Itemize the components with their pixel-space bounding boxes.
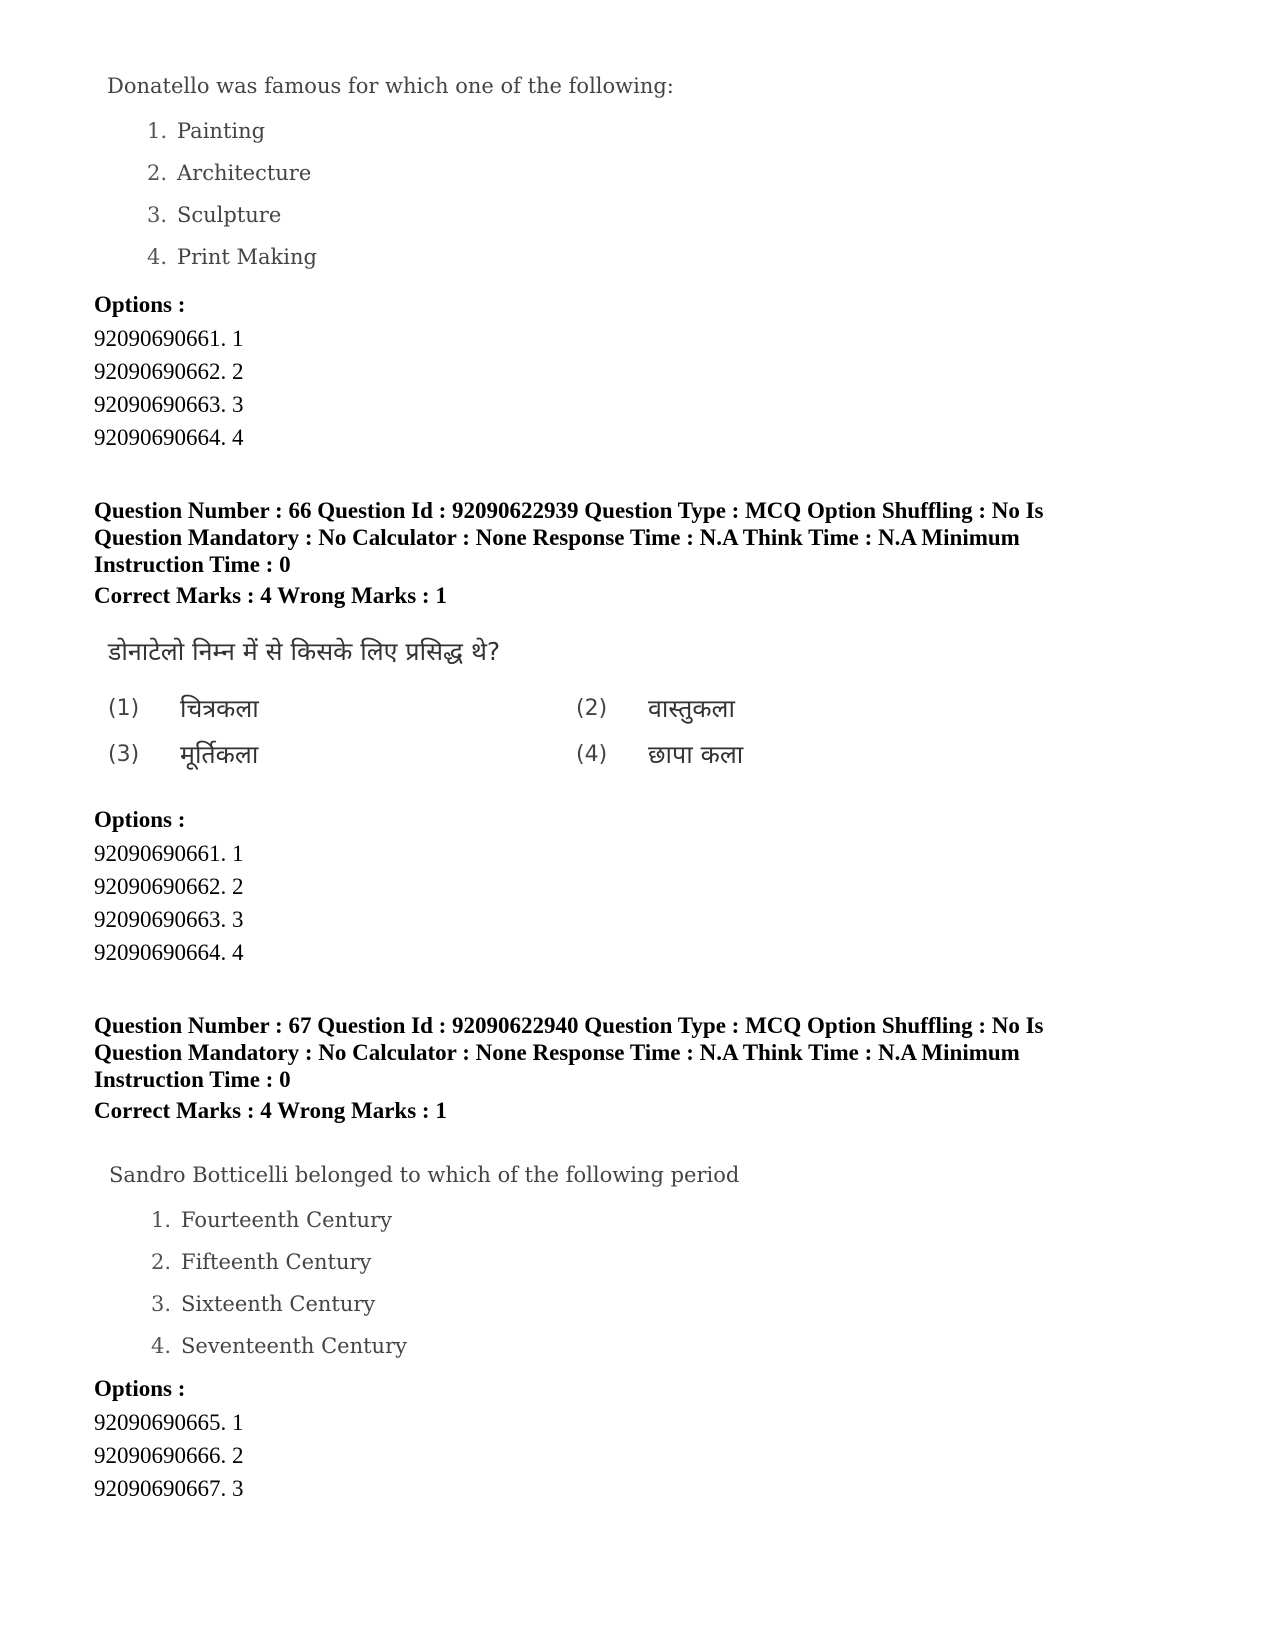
q66-choice xyxy=(576,734,876,774)
choice-text: Architecture xyxy=(177,161,312,185)
choice-text: Sculpture xyxy=(177,203,282,227)
q67-options-list xyxy=(94,1406,244,1505)
choice-text: वास्तुकला xyxy=(648,694,735,723)
q66-meta: Question Number : 66 Question Id : 92090622939 Question Type : MCQ Option Shuffling : No Is Question Mandatory : No Calculator : None Response Time : N.A Think Time : N.A Minimum Instruction Time : 0 xyxy=(94,498,1044,577)
choice-number: (2) xyxy=(576,695,608,721)
choice-text: मूर्तिकला xyxy=(180,740,259,769)
q66-question-image xyxy=(108,634,876,774)
choice-text: छापा कला xyxy=(648,740,744,769)
q67-stem: Sandro Botticelli belonged to which of the following period xyxy=(109,1163,740,1187)
q67-choice xyxy=(139,1199,739,1241)
choice-text: Fourteenth Century xyxy=(181,1208,392,1232)
choice-number: 2. xyxy=(150,1250,171,1274)
q66-choice-grid xyxy=(108,688,876,774)
choice-number: (4) xyxy=(576,741,608,767)
choice-text: Seventeenth Century xyxy=(181,1334,407,1358)
choice-number: 1. xyxy=(150,1208,171,1232)
q67-options-label: Options : xyxy=(94,1376,186,1401)
q65-choice xyxy=(135,236,674,278)
q66-choice xyxy=(108,688,576,728)
q65-options-list xyxy=(94,322,244,454)
q66-choice xyxy=(576,688,876,728)
q67-choice xyxy=(139,1241,739,1283)
q65-question-image xyxy=(107,74,674,278)
choice-number: 3. xyxy=(146,203,167,227)
q67-marks: Correct Marks : 4 Wrong Marks : 1 xyxy=(94,1098,447,1123)
q65-choice xyxy=(135,152,674,194)
choice-number: 4. xyxy=(146,245,167,269)
option-row: 92090690666. 2 xyxy=(94,1443,244,1468)
q66-choice xyxy=(108,734,576,774)
choice-text: Sixteenth Century xyxy=(181,1292,376,1316)
choice-text: Fifteenth Century xyxy=(181,1250,372,1274)
choice-number: (1) xyxy=(108,695,140,721)
choice-number: 3. xyxy=(150,1292,171,1316)
q65-choice-list xyxy=(135,110,674,278)
choice-text: Painting xyxy=(177,119,266,143)
option-row: 92090690664. 4 xyxy=(94,425,244,450)
q67-choice xyxy=(139,1283,739,1325)
choice-number: 4. xyxy=(150,1334,171,1358)
option-row: 92090690664. 4 xyxy=(94,940,244,965)
q66-stem: डोनाटेलो निम्न में से किसके लिए प्रसिद्ध थे? xyxy=(108,637,501,666)
option-row: 92090690661. 1 xyxy=(94,326,244,351)
q65-stem: Donatello was famous for which one of the following: xyxy=(107,74,674,98)
option-row: 92090690663. 3 xyxy=(94,392,244,417)
option-row: 92090690662. 2 xyxy=(94,359,244,384)
q67-meta: Question Number : 67 Question Id : 92090622940 Question Type : MCQ Option Shuffling : No Is Question Mandatory : No Calculator : None Response Time : N.A Think Time : N.A Minimum Instruction Time : 0 xyxy=(94,1013,1044,1092)
q65-choice xyxy=(135,194,674,236)
q67-question-image xyxy=(109,1163,739,1367)
q66-options-list xyxy=(94,837,244,969)
q66-options-label: Options : xyxy=(94,807,186,832)
option-row: 92090690663. 3 xyxy=(94,907,244,932)
choice-number: 1. xyxy=(146,119,167,143)
option-row: 92090690661. 1 xyxy=(94,841,244,866)
q65-choice xyxy=(135,110,674,152)
option-row: 92090690662. 2 xyxy=(94,874,244,899)
choice-text: चित्रकला xyxy=(180,694,259,723)
choice-number: (3) xyxy=(108,741,140,767)
q66-marks: Correct Marks : 4 Wrong Marks : 1 xyxy=(94,583,447,608)
q65-options-label: Options : xyxy=(94,292,186,317)
option-row: 92090690667. 3 xyxy=(94,1476,244,1501)
option-row: 92090690665. 1 xyxy=(94,1410,244,1435)
choice-number: 2. xyxy=(146,161,167,185)
q67-choice-list xyxy=(139,1199,739,1367)
q67-choice xyxy=(139,1325,739,1367)
choice-text: Print Making xyxy=(177,245,317,269)
